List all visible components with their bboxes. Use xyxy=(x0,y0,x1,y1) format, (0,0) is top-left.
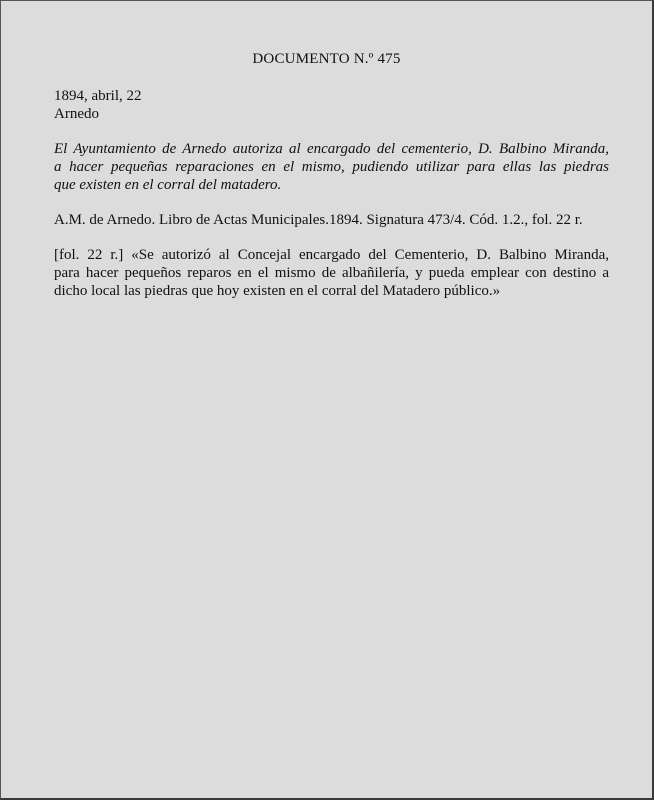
document-place: Arnedo xyxy=(54,106,99,122)
transcription-line: para hacer pequeños reparos en el mismo de albañilería, y pueda emplear con destino a xyxy=(54,265,609,281)
document-source: A.M. de Arnedo. Libro de Actas Municipales.1894. Signatura 473/4. Cód. 1.2., fol. 22 r. xyxy=(54,212,583,228)
document-dateline xyxy=(54,87,142,123)
summary-line: que existen en el corral del matadero. xyxy=(54,177,282,193)
document-transcription xyxy=(54,246,609,300)
summary-line: El Ayuntamiento de Arnedo autoriza al encargado del cementerio, D. Balbino Miranda, xyxy=(54,141,609,157)
transcription-line: dicho local las piedras que hoy existen en el corral del Matadero público.» xyxy=(54,283,501,299)
document-date: 1894, abril, 22 xyxy=(54,88,142,104)
summary-line: a hacer pequeñas reparaciones en el mismo, pudiendo utilizar para ellas las piedras xyxy=(54,159,609,175)
transcription-line: [fol. 22 r.] «Se autorizó al Concejal encargado del Cementerio, D. Balbino Miranda, xyxy=(54,247,609,263)
document-summary xyxy=(54,140,609,194)
document-title: DOCUMENTO N.º 475 xyxy=(252,51,401,67)
